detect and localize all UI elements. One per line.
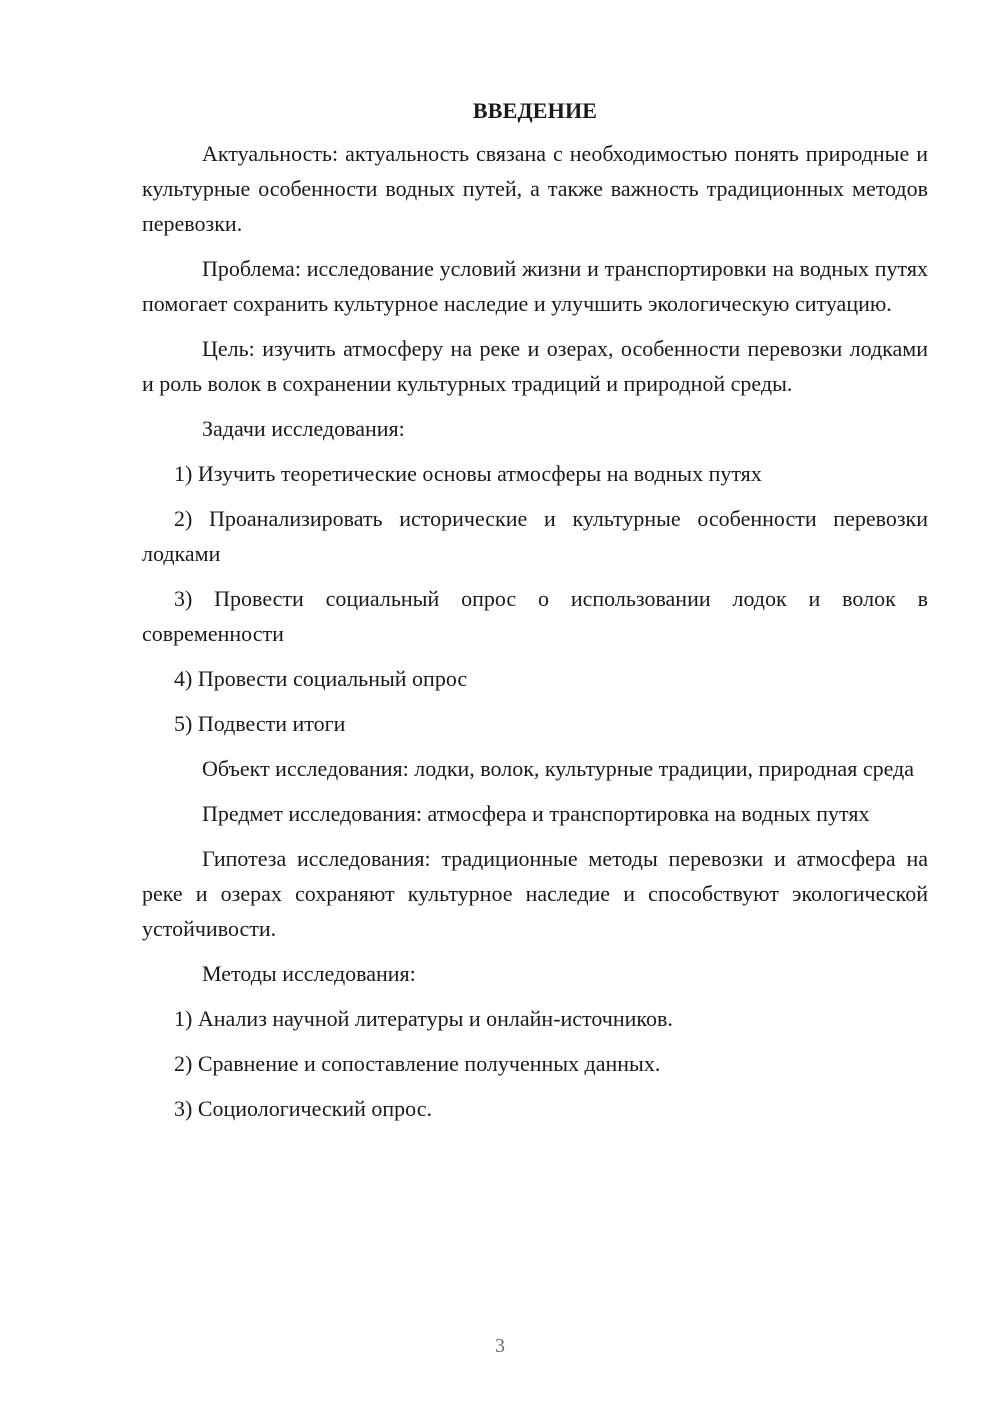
- paragraph-relevance: Актуальность: актуальность связана с необходимостью понять природные и культурные особенности водных путей, а также важность традиционных методов перевозки.: [142, 141, 928, 236]
- paragraph-hypothesis: Гипотеза исследования: традиционные методы перевозки и атмосфера на реке и озерах сохраняют культурное наследие и способствуют экологической устойчивости.: [142, 846, 928, 941]
- paragraph-tasks-heading: Задачи исследования:: [202, 416, 405, 441]
- page-number: 3: [495, 1335, 505, 1357]
- paragraph-goal: Цель: изучить атмосферу на реке и озерах, особенности перевозки лодками и роль волок в сохранении культурных традиций и природной среды.: [142, 336, 928, 396]
- page-title: ВВЕДЕНИЕ: [472, 98, 598, 123]
- paragraph-problem: Проблема: исследование условий жизни и транспортировки на водных путях помогает сохранить культурное наследие и улучшить экологическую ситуацию.: [142, 256, 928, 316]
- list-item: 1) Анализ научной литературы и онлайн-источников.: [174, 1006, 673, 1031]
- list-item: 3) Социологический опрос.: [174, 1096, 432, 1121]
- page-content: [142, 96, 928, 1126]
- list-item: 4) Провести социальный опрос: [174, 666, 468, 691]
- paragraph-methods-heading: Методы исследования:: [202, 961, 416, 986]
- list-item: 5) Подвести итоги: [174, 711, 346, 736]
- list-item: 1) Изучить теоретические основы атмосферы на водных путях: [174, 461, 762, 486]
- list-item: 3) Провести социальный опрос о использовании лодок и волок в современности: [142, 586, 928, 646]
- paragraph-object: Объект исследования: лодки, волок, культурные традиции, природная среда: [202, 756, 915, 781]
- list-item: 2) Сравнение и сопоставление полученных данных.: [174, 1051, 661, 1076]
- paragraph-subject: Предмет исследования: атмосфера и транспортировка на водных путях: [202, 801, 870, 826]
- list-item: 2) Проанализировать исторические и культурные особенности перевозки лодками: [142, 506, 928, 566]
